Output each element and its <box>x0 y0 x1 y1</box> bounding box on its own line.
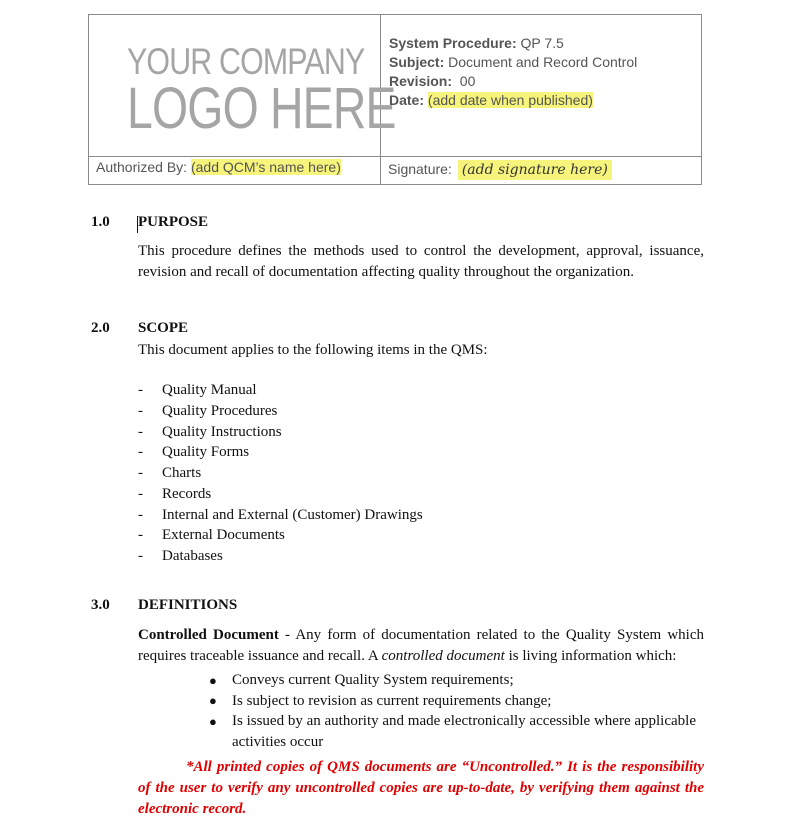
list-dash: - <box>138 548 143 564</box>
list-item: External Documents <box>162 527 285 543</box>
list-dash: - <box>138 424 143 440</box>
list-item: Quality Instructions <box>162 424 282 440</box>
list-item: Quality Procedures <box>162 403 278 419</box>
list-dash: - <box>138 465 143 481</box>
bullet-icon: ● <box>209 693 217 708</box>
subject-label: Subject: <box>389 54 445 70</box>
section-2-title: SCOPE <box>138 320 189 336</box>
list-dash: - <box>138 403 143 419</box>
logo-line-1: YOUR COMPANY <box>127 41 365 82</box>
signature-label: Signature: <box>388 161 452 177</box>
document-header-table <box>88 14 702 185</box>
logo-line-2: LOGO HERE <box>127 76 396 141</box>
uncontrolled-copy-warning: *All printed copies of QMS documents are “Uncontrolled.” It is the responsibility of the user to verify any uncontrolled copies are up-to-date, by verifying them against the electronic record. <box>138 759 704 817</box>
list-dash: - <box>138 486 143 502</box>
authorized-by-label: Authorized By: <box>96 159 188 175</box>
system-procedure-label: System Procedure: <box>389 35 517 51</box>
list-dash: - <box>138 382 143 398</box>
list-item: Databases <box>162 548 223 564</box>
date-label: Date: <box>389 92 425 108</box>
list-dash: - <box>138 507 143 523</box>
revision-row <box>389 72 637 91</box>
header-divider-horizontal <box>89 156 701 157</box>
list-dash: - <box>138 527 143 543</box>
company-logo-placeholder <box>89 15 396 156</box>
subject-row <box>389 53 637 72</box>
revision-value: 00 <box>459 73 476 89</box>
list-item: Records <box>162 486 212 502</box>
definition-term: Controlled Document <box>138 627 279 643</box>
bullet-item: Is issued by an authority and made electronically accessible where applicable activities occur <box>232 713 696 750</box>
bullet-icon: ● <box>209 714 217 729</box>
authorized-by-value: (add QCM’s name here) <box>190 159 341 175</box>
authorized-by-row <box>96 159 341 175</box>
date-row <box>389 91 637 110</box>
list-dash: - <box>138 444 143 460</box>
section-1-number: 1.0 <box>91 214 110 230</box>
list-item: Quality Manual <box>162 382 257 398</box>
procedure-info <box>389 34 637 110</box>
section-3-title: DEFINITIONS <box>138 597 238 613</box>
definition-italic: controlled document <box>381 648 505 664</box>
bullet-item: Conveys current Quality System requirements; <box>232 672 514 688</box>
section-1-text: This procedure defines the methods used to control the development, approval, issuance, revision and recall of documentation affecting quality throughout the organization. <box>138 243 704 280</box>
list-item: Charts <box>162 465 202 481</box>
signature-row <box>388 161 612 178</box>
section-1-title: PURPOSE <box>138 214 209 230</box>
controlled-document-definition <box>138 625 704 667</box>
bullet-item: Is subject to revision as current requirements change; <box>232 693 552 709</box>
list-item: Internal and External (Customer) Drawings <box>162 507 423 523</box>
system-procedure-row <box>389 34 637 53</box>
system-procedure-value: QP 7.5 <box>520 35 564 51</box>
list-item: Quality Forms <box>162 444 250 460</box>
bullet-icon: ● <box>209 673 217 688</box>
section-2-number: 2.0 <box>91 320 110 336</box>
section-3-number: 3.0 <box>91 597 110 613</box>
section-2-intro: This document applies to the following items in the QMS: <box>138 342 488 358</box>
revision-label: Revision: <box>389 73 453 89</box>
signature-value: (add signature here) <box>458 160 612 180</box>
subject-value: Document and Record Control <box>448 54 638 70</box>
date-value: (add date when published) <box>427 92 593 108</box>
definition-text-1: - Any form of documentation related to the Quality System which requires traceable issuance and recall. A <box>138 627 704 664</box>
definition-text-2: is living information which: <box>504 648 677 664</box>
